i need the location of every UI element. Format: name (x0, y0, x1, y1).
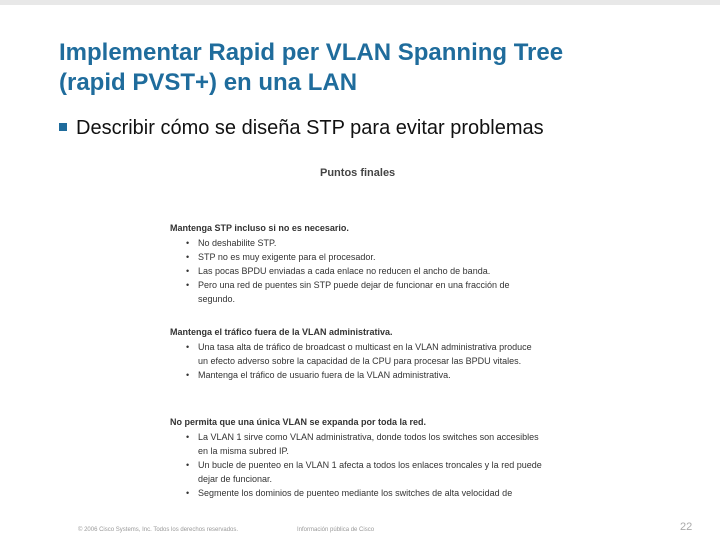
point-heading: No permita que una única VLAN se expanda por toda la red. (170, 417, 427, 427)
main-bullet (59, 116, 544, 140)
point-item: • Segmente los dominios de puenteo mediante los switches de alta velocidad de (170, 486, 542, 500)
main-bullet-text: Describir cómo se diseña STP para evitar problemas (76, 117, 544, 139)
point-item: • No deshabilite STP. (170, 236, 542, 250)
point-list (170, 236, 542, 306)
point-block (170, 221, 542, 306)
point-item: • STP no es muy exigente para el procesador. (170, 250, 542, 264)
top-rule (0, 0, 720, 5)
final-points-panel (170, 165, 550, 500)
slide-title (59, 38, 699, 98)
point-item: • La VLAN 1 sirve como VLAN administrativa, donde todos los switches son accesibles en la misma subred IP. (170, 430, 542, 458)
point-heading: Mantenga STP incluso si no es necesario. (170, 223, 349, 233)
slide-title-line-2: (rapid PVST+) en una LAN (59, 69, 358, 96)
point-block (170, 415, 542, 500)
point-block (170, 325, 542, 382)
panel-title: Puntos finales (320, 167, 396, 179)
slide-title-line-1: Implementar Rapid per VLAN Spanning Tree (59, 39, 564, 66)
point-item: • Una tasa alta de tráfico de broadcast o multicast en la VLAN administrativa produce un efecto adverso sobre la capacidad de la CPU para procesar las BPDU vitales. (170, 340, 542, 368)
footer-copyright: © 2006 Cisco Systems, Inc. Todos los derechos reservados. (78, 527, 239, 533)
point-item: • Las pocas BPDU enviadas a cada enlace no reducen el ancho de banda. (170, 264, 542, 278)
point-item: • Pero una red de puentes sin STP puede dejar de funcionar en una fracción de segundo. (170, 278, 542, 306)
square-bullet-icon (59, 123, 67, 131)
point-item: • Mantenga el tráfico de usuario fuera de la VLAN administrativa. (170, 368, 542, 382)
point-list (170, 340, 542, 382)
point-item: • Un bucle de puenteo en la VLAN 1 afecta a todos los enlaces troncales y la red puede dejar de funcionar. (170, 458, 542, 486)
page-number: 22 (680, 521, 693, 533)
point-heading: Mantenga el tráfico fuera de la VLAN administrativa. (170, 327, 393, 337)
footer-classification: Información pública de Cisco (297, 527, 375, 533)
point-list (170, 430, 542, 500)
